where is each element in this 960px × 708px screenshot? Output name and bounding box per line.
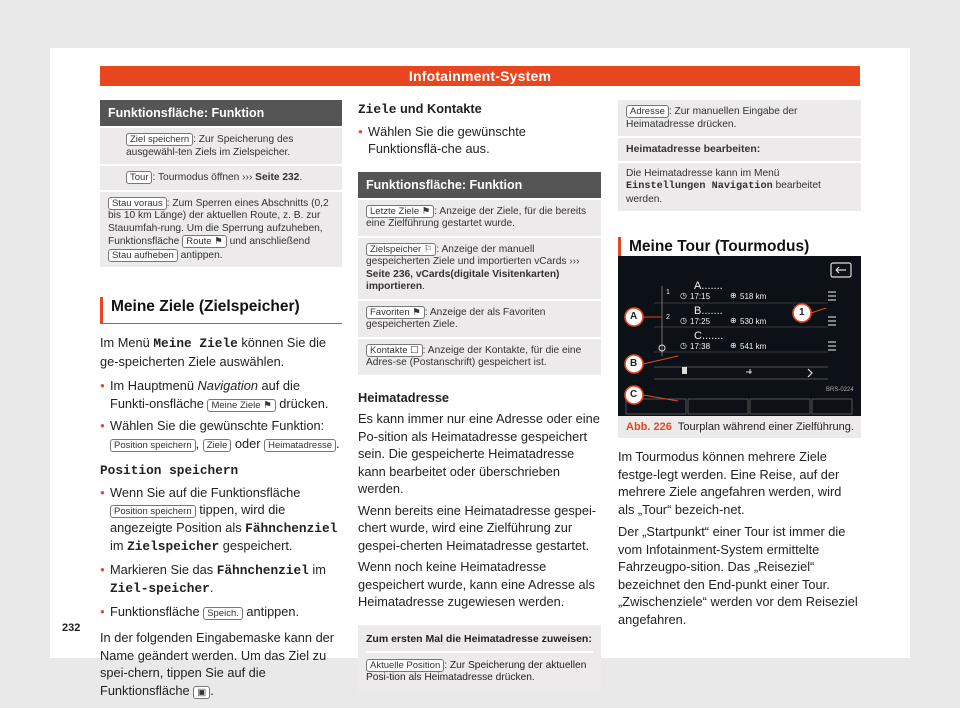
row-text: : Anzeige der als Favoriten gespeicherten Ziele.	[366, 306, 546, 330]
table-row	[618, 161, 861, 212]
person-flag-icon: ⚐	[423, 243, 433, 255]
key-position-speichern: Position speichern	[110, 439, 196, 452]
text: .	[335, 435, 340, 451]
globe-icon: ⊕	[730, 341, 737, 350]
bullet: ● Wählen Sie die gewünschte Funktionsflä-che aus.	[358, 123, 601, 158]
subheading: Position speichern	[100, 463, 239, 478]
menu-name: Einstellungen Navigation	[626, 181, 773, 192]
text: drücken.	[275, 395, 329, 411]
section-title: Meine Tour (Tourmodus)	[618, 237, 861, 264]
table-row	[100, 190, 342, 268]
table-heading: Funktionsfläche: Funktion	[100, 100, 342, 126]
key-heimatadresse: Heimatadresse	[264, 439, 336, 452]
key-speich: Speich.	[203, 607, 243, 620]
key-position-speichern: Position speichern	[110, 505, 196, 518]
text: können Sie die ge-speicherten Ziele auswählen.	[100, 335, 327, 369]
menu-name: Ziele	[358, 102, 397, 117]
menu-name: Fähnchenziel	[216, 562, 309, 578]
save-icon: ▣	[193, 686, 210, 699]
paragraph: In der folgenden Eingabemaske kann der Name geändert werden. Um das Ziel zu spei-chern, tippen Sie auf die Funktionsfläche ▣ .	[100, 630, 335, 698]
page-ref: Seite 236, vCards(digitale Visitenkarten) importieren	[366, 268, 560, 292]
contact-icon: ☐	[410, 344, 419, 356]
table-row	[618, 100, 861, 136]
flag-icon: ⚑	[214, 236, 223, 247]
key-route	[182, 235, 227, 248]
callout-label: A	[630, 311, 638, 322]
key-stau-voraus: Stau voraus	[108, 197, 167, 210]
key-label: Favoriten	[370, 306, 410, 318]
text: im	[308, 561, 326, 577]
table-row	[100, 126, 342, 164]
key-label: Zielspeicher	[370, 243, 422, 255]
globe-icon: ⊕	[730, 316, 737, 325]
globe-icon: ⊕	[730, 291, 737, 300]
function-table-2	[358, 172, 601, 375]
row-text: : Zur Speicherung des ausgewähl-ten Ziels im Zielspeicher.	[126, 134, 294, 158]
text: Navigation	[197, 378, 258, 393]
key-tour: Tour	[126, 171, 152, 184]
box-row	[366, 653, 593, 685]
text: auf die Funkti-onsfläche	[110, 378, 300, 411]
text: im	[110, 538, 128, 553]
item-index: 1	[666, 289, 670, 296]
callout-label: B	[630, 358, 638, 369]
text: bearbeitet werden.	[626, 180, 821, 205]
row-text: : Zur Speicherung der aktuellen Posi-tion als Heimatadresse drücken.	[366, 659, 587, 683]
row-text: antippen.	[177, 249, 223, 261]
key-stau-aufheben: Stau aufheben	[108, 249, 178, 262]
table-row	[358, 236, 601, 299]
key-favoriten	[366, 306, 425, 319]
tour-item-time: 17:25	[690, 317, 711, 326]
row-text: .	[422, 281, 425, 292]
item-index: 2	[666, 314, 670, 321]
screen-texts	[618, 256, 861, 416]
row-text: .	[299, 172, 303, 183]
table-row: Heimatadresse bearbeiten:	[618, 136, 861, 161]
key-meine-ziele	[207, 399, 275, 412]
row-text: : Tourmodus öffnen ›››	[152, 172, 256, 183]
tour-item-distance: 530 km	[740, 317, 767, 326]
caption-text: Tourplan während einer Zielführung.	[677, 421, 854, 433]
subheading: Heimatadresse	[358, 389, 450, 405]
menu-name: Zielspeicher	[127, 539, 220, 554]
column-3-body	[618, 448, 861, 628]
flag-icon: ⚑	[263, 399, 272, 411]
info-box	[358, 625, 601, 693]
callout-label: C	[630, 389, 638, 400]
figure-number: Abb. 226	[626, 421, 672, 433]
infotainment-screen	[618, 256, 861, 416]
text: Funktionsfläche	[110, 603, 204, 619]
section-title: Meine Ziele (Zielspeicher)	[100, 297, 342, 324]
table-row	[358, 299, 601, 337]
box-title: Zum ersten Mal die Heimatadresse zuweisen:	[366, 633, 593, 653]
tour-item-time: 17:38	[690, 342, 711, 351]
table-row	[358, 198, 601, 236]
text: gespeichert.	[219, 538, 293, 553]
paragraph: Wenn noch keine Heimatadresse gespeichert wurde, kann eine Adresse als Heimatadresse zugewiesen werden.	[358, 559, 595, 609]
subheading	[358, 100, 601, 119]
column-2	[358, 100, 601, 693]
key-adresse: Adresse	[626, 105, 669, 118]
page-ref: Seite 232	[255, 172, 300, 183]
key-ziel-speichern: Ziel speichern	[126, 133, 193, 146]
text: Die Heimatadresse kann im Menü	[626, 167, 780, 179]
tour-item-name: C.......	[694, 330, 724, 342]
paragraph: Es kann immer nur eine Adresse oder eine Po-sition als Heimatadresse gespeichert sein. Die gespeicherte Heimatadresse kann bearbeitet oder überschrieben werden.	[358, 411, 600, 496]
clock-icon: ◷	[680, 316, 687, 325]
bullet	[100, 484, 342, 556]
table-heading: Funktionsfläche: Funktion	[358, 172, 601, 198]
header-title: Infotainment-System	[408, 68, 552, 84]
row-text: : Anzeige der Ziele, für die bereits eine Zielführung gestartet wurde.	[366, 205, 587, 229]
column-3	[618, 100, 861, 264]
figure-code: BRS-0224	[826, 387, 854, 393]
bullet	[100, 417, 342, 452]
figure-caption	[618, 416, 861, 438]
page-header	[100, 66, 860, 86]
bullet	[100, 561, 342, 598]
menu-name: Meine Ziele	[153, 336, 238, 351]
key-ziele: Ziele	[203, 439, 232, 452]
tour-item-time: 17:15	[690, 292, 711, 301]
key-letzte-ziele	[366, 205, 434, 218]
key-label: Route	[186, 236, 212, 247]
key-aktuelle-position: Aktuelle Position	[366, 659, 444, 672]
text: tippen, wird die angezeigte Position als	[110, 502, 286, 535]
paragraph: Im Tourmodus können mehrere Ziele festge-legt werden. Eine Reise, auf der mehrere Ziele angefahren werden, wird als „Tour“ bezeich-net.	[618, 449, 842, 517]
key-label: Meine Ziele	[211, 399, 261, 411]
text: antippen.	[242, 603, 300, 619]
text: Wählen Sie die gewünschte Funktion:	[110, 418, 325, 433]
menu-name: Ziel-speicher	[110, 581, 210, 596]
tour-item-distance: 541 km	[740, 342, 767, 351]
row-text: und anschließend	[226, 236, 310, 247]
row-text: : Zum Sperren eines Abschnitts (0,2 bis 10 km Länge) der aktuellen Route, z. B. zur Stauumfah-rung. Um die Sperrung aufzuheben, Funktionsfläche	[108, 197, 329, 247]
key-kontakte	[366, 344, 423, 357]
text: Markieren Sie das	[110, 561, 217, 577]
bullet	[100, 377, 342, 412]
table-row	[358, 337, 601, 375]
text: Wenn Sie auf die Funktionsfläche	[110, 484, 301, 500]
text: Im Menü	[100, 335, 154, 350]
tour-item-name: A.......	[694, 280, 723, 292]
text: Im Hauptmenü	[110, 378, 198, 393]
paragraph	[100, 334, 342, 370]
tour-item-name: B.......	[694, 305, 723, 317]
key-label: Letzte Ziele	[370, 205, 420, 217]
row-text: : Anzeige der Kontakte, für die eine Adres-se (Postanschrift) gespeichert ist.	[366, 344, 582, 368]
bullet	[100, 603, 342, 621]
table-row	[100, 164, 342, 190]
star-flag-icon: ⚑	[412, 306, 421, 318]
paragraph: Der „Startpunkt“ einer Tour ist immer die vom Infotainment-System ermittelte Fahrzeugpo-sition. Das „Reiseziel“ bezeichnet den End-punkt einer Tour. „Zwischenziele“ werden vor dem Reiseziel angefahren.	[618, 524, 858, 627]
flag-icon: ⚑	[421, 205, 431, 217]
clock-icon: ◷	[680, 341, 687, 350]
text: In der folgenden Eingabemaske kann der Name geändert werden. Um das Ziel zu spei-chern, tippen Sie auf die Funktionsfläche	[100, 630, 335, 698]
text: oder	[231, 435, 265, 451]
page-number: 232	[62, 622, 81, 634]
text: und Kontakte	[396, 101, 482, 116]
callout-label: 1	[799, 307, 805, 318]
paragraph: Wenn bereits eine Heimatadresse gespei-chert wurde, wird eine Zielführung zur gespei-cherten Heimatadresse gestartet.	[358, 502, 597, 553]
text: .	[209, 580, 214, 595]
clock-icon: ◷	[680, 291, 687, 300]
key-zielspeicher	[366, 243, 436, 256]
function-table-3	[618, 100, 861, 211]
key-label: Kontakte	[370, 344, 408, 356]
row-text: : Zur manuellen Eingabe der Heimatadresse drücken.	[626, 106, 798, 130]
tour-item-distance: 518 km	[740, 292, 767, 301]
function-table-1	[100, 100, 342, 267]
row-text: : Anzeige der manuell gespeicherten Ziele und importierten vCards ›››	[366, 243, 580, 267]
text: ,	[195, 435, 203, 451]
menu-name: Fähnchenziel	[245, 520, 338, 536]
column-1	[100, 100, 342, 699]
